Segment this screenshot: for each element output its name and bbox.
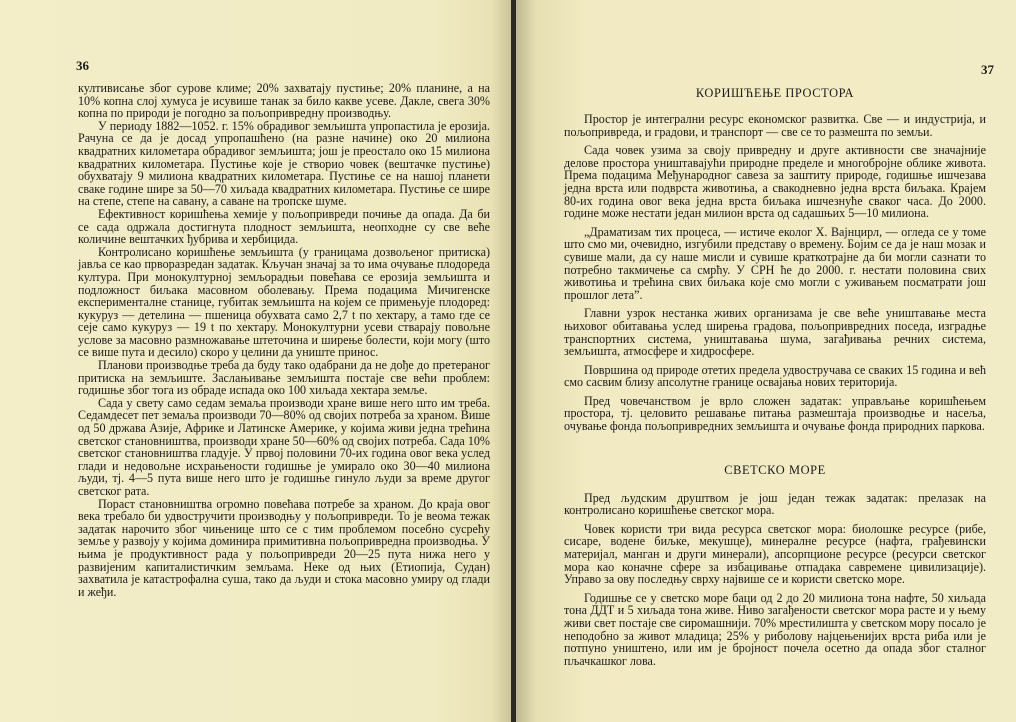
paragraph: Човек користи три вида ресурса светског мора: биолошке ресурсе (рибе, сисаре, водене биљке, мекушце), минералне ресурсе (нафта, грађевински материјал, манган и други минерали), апсорпционе ресурсе (ресурси светског мора као коначне сфере за избацивање отпадака савремене цивилизације). Управо за ову последњу сврху највише се и користи светско море. <box>564 521 986 587</box>
paragraph: У периоду 1882—1052. г. 15% обрадивог земљишта упропастила је ерозија. Рачуна се да је досад упропашћено (на разне начине) око 20 милиона квадратних километара обрадивог земљишта; још је преостало око 15 милиона квадратних километара. Пустиње које је створио човек (вештачке пустиње) обухватају 9 милиона квадратних километара. Пустиње се на нашој планети сваке године шире за 50—70 хиљада квадратних километара. Пустиње се шире на степе, степе на саванy, а саване на тропске шуме. <box>78 118 490 209</box>
page-number-left: 36 <box>76 58 89 73</box>
paragraph: Годишње се у светско море баци од 2 до 20 милиона тона нафте, 50 хиљада тона ДДТ и 5 хиљада тона живе. Ниво загађености светског мора расте и у њему живи свет постаје све сиромашнији. 70% мрестилишта у светском мору посало је неподобно за живот младица; 25% у риболову најцењенијих врста риба или је потпуно уништено, или им је бројност почела осетно да опада због сталног пљачкашког лова. <box>564 590 986 668</box>
paragraph: Сада у свету само седам земаља производи хране више него што им треба. Седамдесет пет земаља производи 70—80% од својих потреба за храном. Више од 50 држава Азије, Африке и Латинске Америке, у којима живи једна трећина светског становништва, производи хране 50—60% од својих потреба. Сада 10% светског становништва гладује. У првој половини 70-их година овог века услед глади и недовољне исхрањености годишње је умирало око 30—40 милиона људи, тј. 4—5 пута више него што је годишње гинуло људи за време другог светског рата. <box>78 395 490 498</box>
paragraph: Главни узрок нестанка живих организама је све веће уништавање места њиховог обитавања услед ширења градова, пољопривредних поседа, изградње транспортних система, уништавања шума, загађивања речних система, земљишта, атмосфере и хидросфере. <box>564 306 986 359</box>
paragraph: Планови производње треба да буду тако одабрани да не дође до претераног притиска на земљиште. Заслањивање земљишта постаје све већи проблем: годишње због тога из обраде испада око 100 хиљада хектара земље. <box>78 358 490 398</box>
paragraph: Пораст становништва огромно повећава потребе за храном. До краја овог века требало би удвостручити производњу у пољопривреди. То је веома тежак задатак нарочито због чињенице што се с тим проблемом посебно сусрећу земље у развоју у којима доминира примитивна пољопривредна производња. У њима је продуктивност рада у пољопривреди 20—25 пута нижа него у развијеним капиталистичким земљама. Неке од њих (Етиопија, Судан) захватила је катастрофална суша, тако да људи и стока масовно умиру од глади и жеђи. <box>78 496 490 599</box>
paragraph: „Драматизам тих процеса, — истиче еколог Х. Вајнцирл, — огледа се у томе што смо ми, очевидно, изгубили представу о времену. Бојим се да је наш мозак и сувише мали, да су наше мисли и сувише краткотрајне да би могли сазнати то потребно такмичење са смрћу. У СРН ће до 2000. г. нестати половина свих животиња и трећина свих биљака које смо могли с уживањем посматрати још прошлог лета”. <box>564 224 986 302</box>
paragraph: Ефективност коришћења хемије у пољопривреди почиње да опада. Да би се сада одржала достигнута плодност земљишта, неопходне су све веће количине вештачких ђубрива и хербицида. <box>78 206 490 247</box>
section-heading-space-use: КОРИШЋЕЊЕ ПРОСТОРА <box>695 86 855 100</box>
section-heading-world-sea: СВЕТСКО МОРЕ <box>724 462 826 477</box>
paragraph: Сада човек узима за своју привредну и друге активности све значајније делове простора уништавајући природне пределе и многобројне облике живота. Према подацима Међународног савеза за заштиту природе, годишње ишчезава једна врста или подврста животиња, а свакодневно једна врста биљака. Крајем 80-их година овог века једна врста биљака ишчезнуће сваког часа. До 2000. године може нестати један милион врста од садашњих 5—10 милиона. <box>564 143 986 221</box>
paragraph: Пред људским друштвом је још један тежак задатак: прелазак на контролисано коришћење светског мора. <box>564 490 986 518</box>
paragraph: Површина од природе отетих предела удвостручава се сваких 15 година и већ смо сасвим близу апсолутне границе освајања нових територија. <box>564 362 986 390</box>
paragraph: Простор је интегрални ресурс економског развитка. Све — и индустрија, и пољопривреда, и градови, и транспорт — све се то размешта по земљи. <box>564 112 986 139</box>
paragraph: култивисање због сурове климе; 20% захватају пустиње; 20% планине, а на 10% копна слој хумуса је исувише танак за било какве усеве. Дакле, свега 30% копна по природи је погодно за пољопривредну производњу. <box>78 81 490 121</box>
paragraph: Пред човечанством је врло сложен задатак: управљање коришћењем простора, тј. целовито решавање питања размештаја производње и насеља, очување фонда пољопривредних земљишта и очување фонда природних паркова. <box>564 393 986 434</box>
right-page <box>516 0 1016 722</box>
paragraph: Контролисано коришћење земљишта (у границама дозвољеног притиска) јавља се као прворазредан задатак. Кључан значај за то има очување плодореда културa. При монокултурној земљорадњи повећава се ерозија земљишта и подложност биљака масовном оболевању. Према подацима Мичигенске експерименталне станице, губитак земљишта на којем се примењује плодоред: кукуруз — детелина — пшеница обухвата само 2,7 t по хектару, а тамо где се сеје само кукуруз — 19 t по хектару. Монокултурни усеви стварају повољне услове за масовно размножавање штеточина и ширење болести, који могу (што се више пута и десило) скоро у целини да униште принос. <box>78 244 490 360</box>
page-number-right: 37 <box>981 62 994 77</box>
left-page-body <box>78 82 490 598</box>
